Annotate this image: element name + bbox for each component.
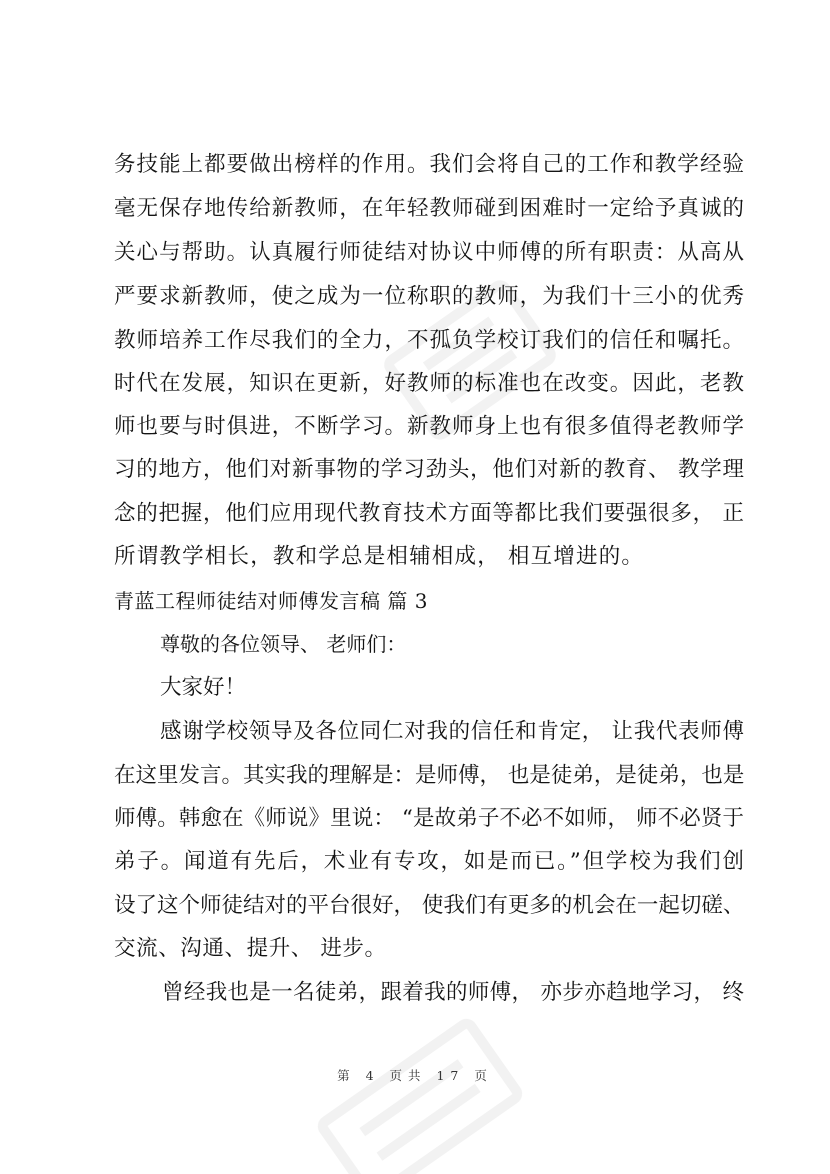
body-line: 弟子。闻道有先后，术业有专攻，如是而已。”但学校为我们创 <box>114 849 744 874</box>
salutation: 尊敬的各位领导、 老师们： <box>160 632 407 656</box>
body-line: 毫无保存地传给新教师，在年轻教师碰到困难时一定给予真诚的 <box>114 196 744 221</box>
body-line: 念的把握，他们应用现代教育技术方面等都比我们要强很多， 正 <box>114 501 744 526</box>
body-line: 所谓教学相长，教和学总是相辅相成， 相互增进的。 <box>114 544 645 569</box>
body-line: 在这里发言。其实我的理解是：是师傅， 也是徒弟，是徒弟，也是 <box>114 763 745 788</box>
page-footer: 第 4 页共 17 页 <box>337 1068 493 1083</box>
body-line: 关心与帮助。认真履行师徒结对协议中师傅的所有职责：从高从 <box>114 240 744 265</box>
body-line: 教师培养工作尽我们的全力，不孤负学校订我们的信任和嘱托。 <box>114 328 744 353</box>
body-line: 务技能上都要做出榜样的作用。我们会将自己的工作和教学经验 <box>114 152 744 177</box>
body-line: 严要求新教师，使之成为一位称职的教师，为我们十三小的优秀 <box>114 284 744 309</box>
body-line: 曾经我也是一名徒弟，跟着我的师傅， 亦步亦趋地学习， 终 <box>162 980 744 1005</box>
body-line: 设了这个师徒结对的平台很好， 使我们有更多的机会在一起切磋、 <box>114 893 745 918</box>
body-line: 感谢学校领导及各位同仁对我的信任和肯定， 让我代表师傅 <box>160 719 744 744</box>
greeting: 大家好！ <box>160 675 247 700</box>
body-line: 交流、沟通、提升、 进步。 <box>114 936 387 961</box>
body-line: 师傅。韩愈在《师说》里说： “是故弟子不必不如师， 师不必贤于 <box>114 806 744 831</box>
section-title: 青蓝工程师徒结对师傅发言稿 篇 3 <box>114 589 428 613</box>
body-line: 习的地方，他们对新事物的学习劲头，他们对新的教育、 教学理 <box>114 457 744 482</box>
body-line: 师也要与时俱进，不断学习。新教师身上也有很多值得老教师学 <box>114 414 744 439</box>
body-line: 时代在发展，知识在更新，好教师的标准也在改变。因此，老教 <box>114 371 744 396</box>
